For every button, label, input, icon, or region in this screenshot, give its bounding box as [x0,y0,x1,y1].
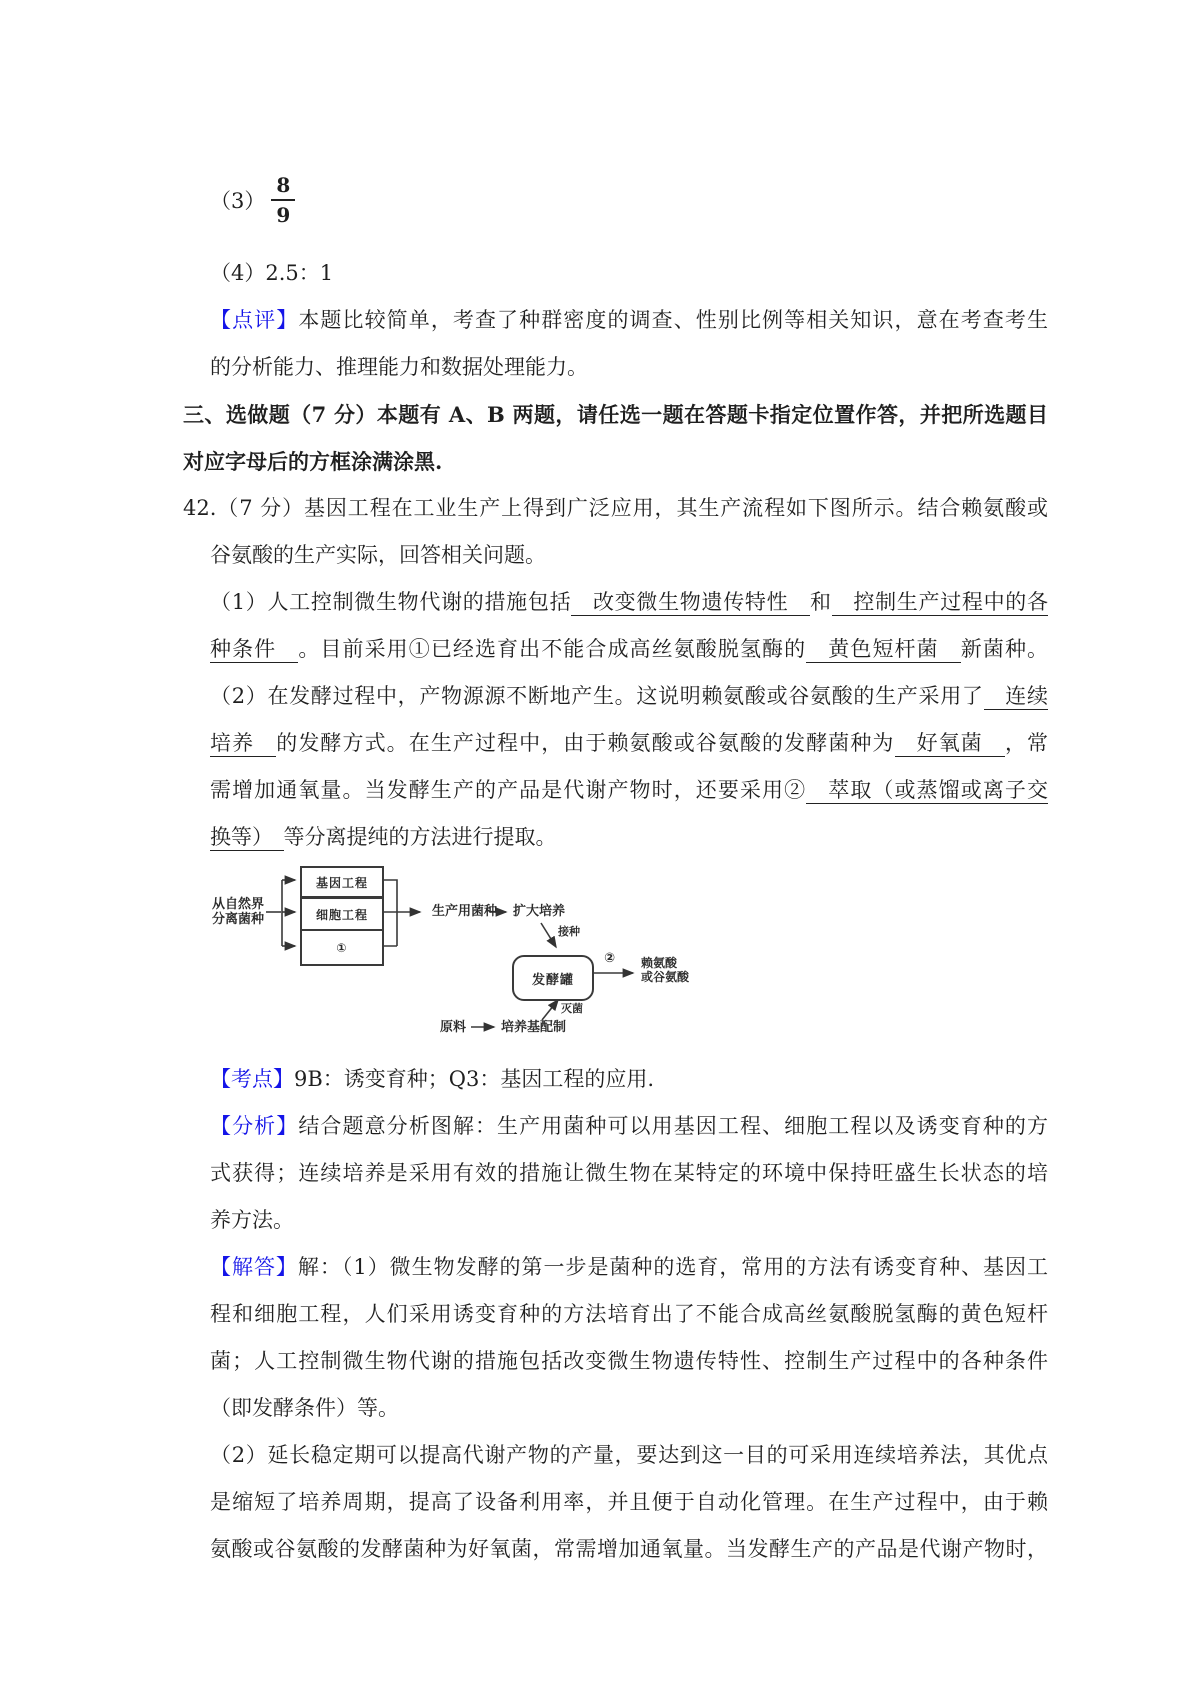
q42-part2-line-1 [210,673,1048,720]
kaodian-line [210,1056,1048,1103]
q42-part2-line-3 [210,767,1048,814]
diagram-source-line-1: 从自然界 [212,897,265,912]
section3-heading-line-2: 对应字母后的方框涂满涂黑. [183,449,443,474]
diagram-raw-material-label: 原料 [440,1020,467,1035]
answer-3-label: （3） [210,189,266,213]
dianping-line-1 [210,297,1048,344]
fenxi-tag: 【分析】 [210,1114,299,1138]
dianping-tag: 【点评】 [210,308,299,332]
jieda-part2-line-1: （2）延长稳定期可以提高代谢产物的产量，要达到这一目的可采用连续培养法，其优点 [210,1443,1048,1467]
diagram-medium-prep-label: 培养基配制 [501,1020,567,1035]
q42-p2l2-blank-2: 好氧菌 [894,731,1005,755]
production-flow-diagram [210,861,1048,1056]
diagram-source-label [212,897,264,927]
diagram-expand-culture-label: 扩大培养 [513,904,566,919]
q42-p1l2-text-a: 。目前采用①已经选育出不能合成高丝氨酸脱氢酶的 [298,637,807,661]
diagram-sterilize-label: 灭菌 [561,1002,583,1015]
jieda-part2-line-2: 是缩短了培养周期，提高了设备利用率，并且便于自动化管理。在生产过程中，由于赖 [210,1490,1048,1514]
jieda-line-1 [210,1244,1048,1291]
diagram-circle2-label: ② [604,951,616,966]
fenxi-line-1 [210,1103,1048,1150]
fenxi-line-3: 养方法。 [210,1208,294,1232]
diagram-product-label [641,956,689,984]
jieda-line-2: 程和细胞工程，人们采用诱变育种的方法培育出了不能合成高丝氨酸脱氢酶的黄色短杆 [210,1302,1048,1326]
diagram-box-cell-engineering: 细胞工程 [300,897,384,931]
q42-p1l2-text-b: 新菌种。 [960,637,1048,661]
q42-p1l1-blank-1: 改变微生物遗传特性 [571,590,810,614]
answer-3-line [210,150,1048,250]
q42-p2l4-blank-1: 换等） [210,825,284,849]
q42-part1-line-1 [210,579,1048,626]
dianping-line-2: 的分析能力、推理能力和数据处理能力。 [210,355,588,379]
document-content [183,150,1048,1573]
q42-p2l2-text-b: ，常 [1004,731,1048,755]
q42-p2l1-blank-1: 连续 [983,684,1048,708]
dianping-text-1: 本题比较简单，考查了种群密度的调查、性别比例等相关知识，意在考查考生 [298,308,1048,332]
diagram-fermenter-tank: 发酵罐 [512,955,594,1001]
q42-p2l4-text-a: 等分离提纯的方法进行提取。 [283,825,557,849]
answer-4-line: （4）2.5：1 [210,261,334,285]
q42-p2l1-text-a: （2）在发酵过程中，产物源源不断地产生。这说明赖氨酸或谷氨酸的生产采用了 [210,684,984,708]
jieda-line-3: 菌；人工控制微生物代谢的措施包括改变微生物遗传特性、控制生产过程中的各种条件 [210,1349,1048,1373]
q42-p1l2-blank-1: 种条件 [210,637,299,661]
q42-p2l3-blank-1: 萃取（或蒸馏或离子交 [806,778,1048,802]
jieda-text-1: 解：（1）微生物发酵的第一步是菌种的选育，常用的方法有诱变育种、基因工 [297,1255,1048,1279]
q42-p1l2-blank-2: 黄色短杆菌 [806,637,961,661]
diagram-product-line-2: 或谷氨酸 [641,970,690,984]
jieda-part2-line-3: 氨酸或谷氨酸的发酵菌种为好氧菌，常需增加通氧量。当发酵生产的产品是代谢产物时， [210,1537,1048,1561]
section3-heading-line-1: 三、选做题（7 分）本题有 A、B 两题，请任选一题在答题卡指定位置作答，并把所选题目 [183,402,1048,427]
fraction-denominator: 9 [276,203,291,227]
diagram-product-line-1: 赖氨酸 [641,956,678,970]
fenxi-line-2: 式获得；连续培养是采用有效的措施让微生物在某特定的环境中保持旺盛生长状态的培 [210,1161,1048,1185]
diagram-inoculate-label: 接种 [558,925,580,938]
q42-stem-line-2: 谷氨酸的生产实际，回答相关问题。 [210,543,546,567]
q42-p1l1-text-b: 和 [810,590,832,614]
q42-part1-line-2 [210,626,1048,673]
fraction-8-9 [271,173,295,227]
q42-p2l2-text-a: 的发酵方式。在生产过程中，由于赖氨酸或谷氨酸的发酵菌种为 [276,731,895,755]
q42-part2-line-2 [210,720,1048,767]
q42-p2l3-text-a: 需增加通氧量。当发酵生产的产品是代谢产物时，还要采用② [210,778,807,802]
diagram-source-line-2: 分离菌种 [212,912,265,927]
kaodian-tag: 【考点】 [210,1067,294,1091]
q42-p2l2-blank-1: 培养 [210,731,277,755]
fenxi-text-1: 结合题意分析图解：生产用菌种可以用基因工程、细胞工程以及诱变育种的方 [298,1114,1048,1138]
q42-part2-line-4 [210,814,1048,861]
q42-stem-line-1: 42.（7 分）基因工程在工业生产上得到广泛应用，其生产流程如下图所示。结合赖氨酸或 [183,496,1048,520]
q42-p1l1-blank-2: 控制生产过程中的各 [831,590,1048,614]
kaodian-text: 9B：诱变育种；Q3：基因工程的应用. [294,1067,655,1091]
jieda-tag: 【解答】 [210,1255,298,1279]
jieda-line-4: （即发酵条件）等。 [210,1396,399,1420]
diagram-box-circle1: ① [300,929,384,966]
fraction-numerator: 8 [271,173,295,201]
q42-p1l1-text-a: （1）人工控制微生物代谢的措施包括 [210,590,572,614]
diagram-box-gene-engineering: 基因工程 [300,866,384,898]
diagram-production-strain-label: 生产用菌种 [432,904,498,919]
